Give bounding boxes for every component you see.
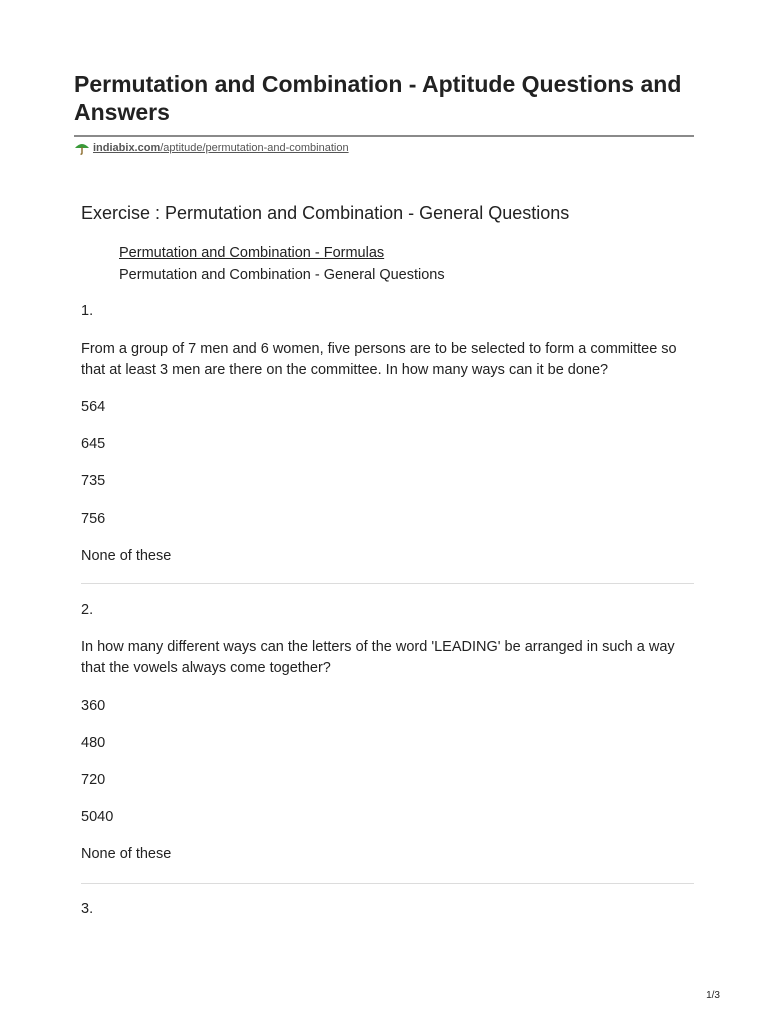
answer-option[interactable]: 5040 xyxy=(81,809,114,825)
question-number: 2. xyxy=(81,602,94,618)
answer-option[interactable]: None of these xyxy=(81,548,172,564)
formulas-link[interactable]: Permutation and Combination - Formulas xyxy=(119,245,385,261)
general-questions-label: Permutation and Combination - General Questions xyxy=(119,267,445,283)
page-title: Permutation and Combination - Aptitude Questions and Answers xyxy=(74,71,682,125)
umbrella-icon xyxy=(74,141,90,155)
answer-option[interactable]: 564 xyxy=(81,399,106,415)
answer-option[interactable]: None of these xyxy=(81,846,172,862)
question-text: In how many different ways can the letters of the word 'LEADING' be arranged in such a way that the vowels always come together? xyxy=(81,639,675,676)
source-line xyxy=(74,141,349,155)
title-divider xyxy=(74,135,694,137)
question-divider xyxy=(81,583,694,584)
answer-option[interactable]: 480 xyxy=(81,735,106,751)
exercise-links xyxy=(119,242,445,286)
question-number: 1. xyxy=(81,303,94,319)
source-link[interactable]: indiabix.com/aptitude/permutation-and-combination xyxy=(93,142,349,154)
page-number: 1/3 xyxy=(706,990,720,1001)
answer-option[interactable]: 360 xyxy=(81,698,106,714)
answer-option[interactable]: 645 xyxy=(81,436,106,452)
question-text: From a group of 7 men and 6 women, five persons are to be selected to form a committee so that at least 3 men are there on the committee. In how many ways can it be done? xyxy=(81,341,677,378)
answer-option[interactable]: 720 xyxy=(81,772,106,788)
question-number: 3. xyxy=(81,901,94,917)
answer-option[interactable]: 756 xyxy=(81,511,106,527)
answer-option[interactable]: 735 xyxy=(81,473,106,489)
question-divider xyxy=(81,883,694,884)
exercise-heading: Exercise : Permutation and Combination - General Questions xyxy=(81,203,570,223)
